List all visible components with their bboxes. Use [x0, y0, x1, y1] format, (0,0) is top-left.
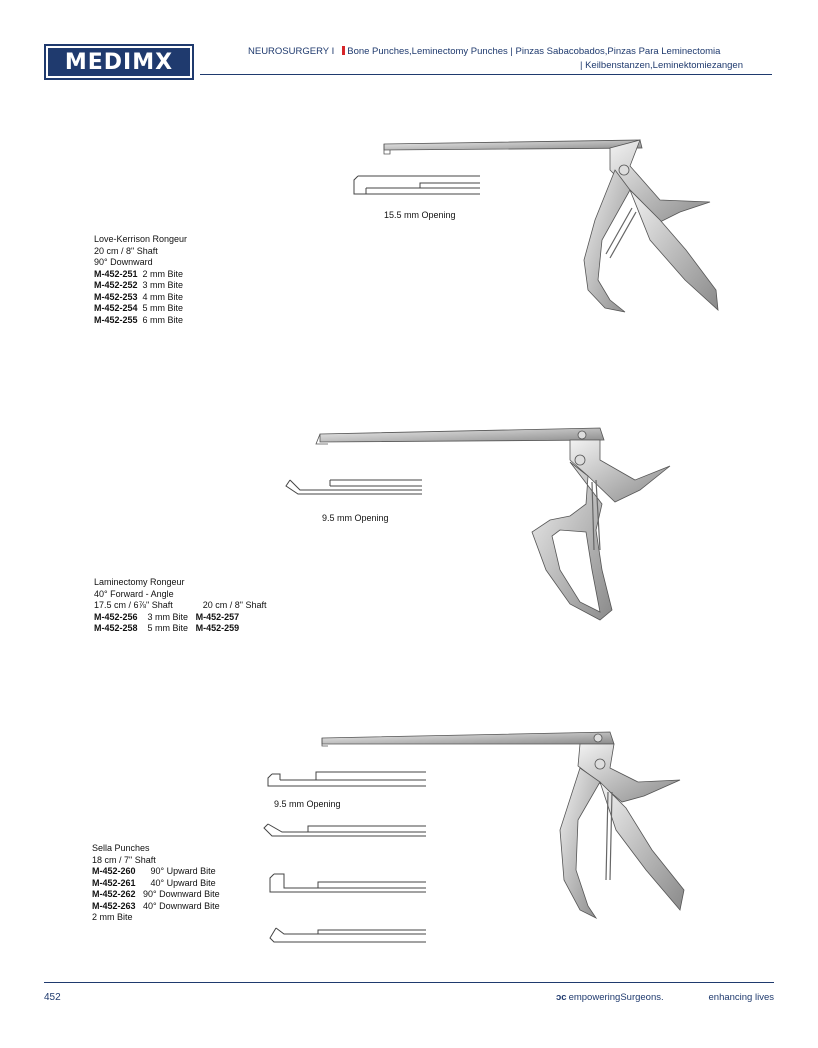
love-kerrison-rongeur-illustration — [340, 130, 740, 330]
header-category: NEUROSURGERY I — [248, 46, 335, 57]
red-marker-icon — [342, 46, 345, 55]
spec-row: Sella Punches — [92, 843, 150, 853]
tagline-text: empoweringSurgeons. — [568, 992, 664, 1003]
spec-row: M-452-253 4 mm Bite — [94, 291, 184, 302]
header-title-line2: | Keilbenstanzen,Leminektomiezangen — [579, 60, 743, 71]
sella-punches-illustration — [260, 720, 700, 960]
spec-row: 18 cm / 7" Shaft — [92, 854, 156, 865]
opening-label-1: 15.5 mm Opening — [384, 210, 456, 220]
spec-row: 2 mm Bite — [92, 912, 133, 922]
medimx-logo — [44, 44, 194, 80]
spec-row: M-452-260 90° Upward Bite — [92, 866, 216, 876]
spec-row: M-452-251 2 mm Bite — [94, 268, 184, 279]
spec-row: M-452-252 3 mm Bite — [94, 280, 184, 290]
header-title: Bone Punches,Leminectomy Punches | Pinzas Sabacobados,Pinzas Para Leminectomia — [347, 46, 721, 57]
spec-row: M-452-262 90° Downward Bite — [92, 889, 220, 899]
spec-row: M-452-261 40° Upward Bite — [92, 877, 216, 888]
product-love-kerrison-specs — [94, 234, 187, 326]
spec-row: Love-Kerrison Rongeur — [94, 234, 188, 244]
footer-divider — [44, 982, 774, 983]
header-divider — [200, 74, 772, 75]
spec-row: 90° Downward — [94, 257, 153, 267]
logo-text: MEDIMX — [64, 49, 174, 75]
spec-row: 17.5 cm / 6⅞" Shaft 20 cm / 8" Shaft — [94, 600, 267, 610]
spec-row: M-452-256 3 mm Bite M-452-257 — [94, 611, 240, 622]
medimx-mark-icon: ↄc — [556, 992, 567, 1003]
spec-row: 40° Forward - Angle — [94, 588, 174, 599]
opening-label-2: 9.5 mm Opening — [322, 513, 389, 523]
opening-label-3: 9.5 mm Opening — [274, 799, 341, 809]
spec-row: 20 cm / 8" Shaft — [94, 245, 158, 256]
spec-row: M-452-254 5 mm Bite — [94, 303, 184, 313]
product-laminectomy-specs — [94, 577, 266, 635]
spec-row: M-452-255 6 mm Bite — [94, 314, 184, 325]
spec-row: M-452-258 5 mm Bite M-452-259 — [94, 623, 240, 633]
spec-row: M-452-263 40° Downward Bite — [92, 900, 220, 911]
page-number: 452 — [44, 992, 61, 1003]
footer-tagline — [556, 992, 664, 1003]
spec-row: Laminectomy Rongeur — [94, 577, 185, 587]
product-sella-punches-specs — [92, 843, 220, 924]
header-title-line1 — [248, 46, 720, 57]
footer-slogan: enhancing lives — [708, 992, 774, 1003]
laminectomy-rongeur-illustration — [270, 420, 690, 650]
